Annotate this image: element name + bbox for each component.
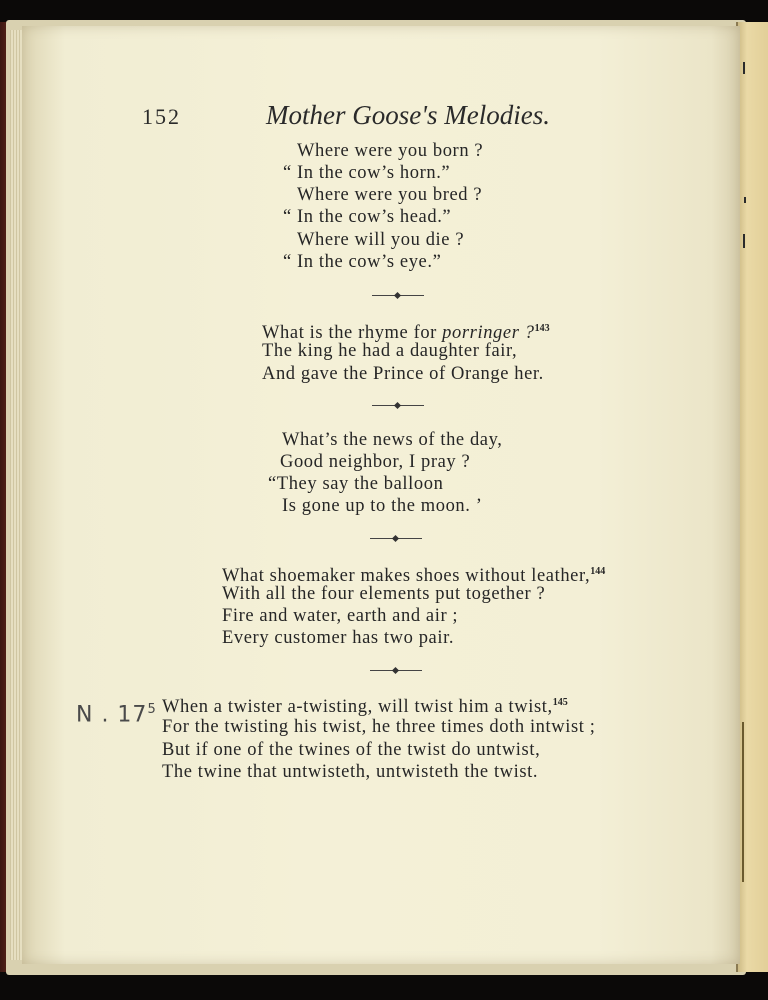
verse-line: The twine that untwisteth, untwisteth the twist. — [162, 762, 539, 782]
section-divider — [372, 295, 424, 296]
footnote-ref: 144 — [590, 566, 606, 577]
verse-line: Fire and water, earth and air ; — [222, 606, 459, 626]
footnote-ref: 143 — [534, 323, 550, 334]
verse-line: The king he had a daughter fair, — [262, 341, 518, 361]
verse-line: For the twisting his twist, he three times doth intwist ; — [162, 717, 596, 737]
verse-line: But if one of the twines of the twist do untwist, — [162, 740, 541, 760]
running-title: Mother Goose's Melodies. — [266, 100, 550, 130]
verse-line: When a twister a-twisting, will twist him a twist,$^{145}$ — [162, 697, 568, 718]
verse-line: Is gone up to the moon. ’ — [282, 496, 483, 516]
footnote-ref: 145 — [552, 697, 568, 708]
verse-line: Where were you bred ? — [297, 185, 483, 205]
section-divider — [370, 538, 422, 539]
page-number: 152 — [142, 104, 181, 129]
verse-line: “ In the cow’s eye.” — [283, 252, 442, 272]
facing-page-edge — [738, 22, 768, 972]
verse-line: With all the four elements put together ? — [222, 584, 546, 604]
verse-line: And gave the Prince of Orange her. — [262, 364, 544, 384]
verse-line: What shoemaker makes shoes without leather,$^{144}$ — [222, 566, 606, 587]
verse-line: What’s the news of the day, — [282, 430, 503, 450]
verse-line: Every customer has two pair. — [222, 628, 455, 648]
verse-line: “ In the cow’s horn.” — [283, 163, 451, 183]
section-divider — [372, 405, 424, 406]
verse-line: “ In the cow’s head.” — [283, 207, 452, 227]
italic-word: porringer ? — [442, 323, 535, 344]
section-divider — [370, 670, 422, 671]
verse-line: What is the rhyme for porringer ?$^{143}$ — [262, 323, 550, 344]
verse-line: Good neighbor, I pray ? — [280, 452, 471, 472]
verse-line: “They say the balloon — [268, 474, 444, 494]
verse-line: Where were you born ? — [297, 141, 484, 161]
verse-line: Where will you die ? — [297, 230, 465, 250]
handwritten-margin-note: N . $17^5$ — [76, 702, 157, 728]
